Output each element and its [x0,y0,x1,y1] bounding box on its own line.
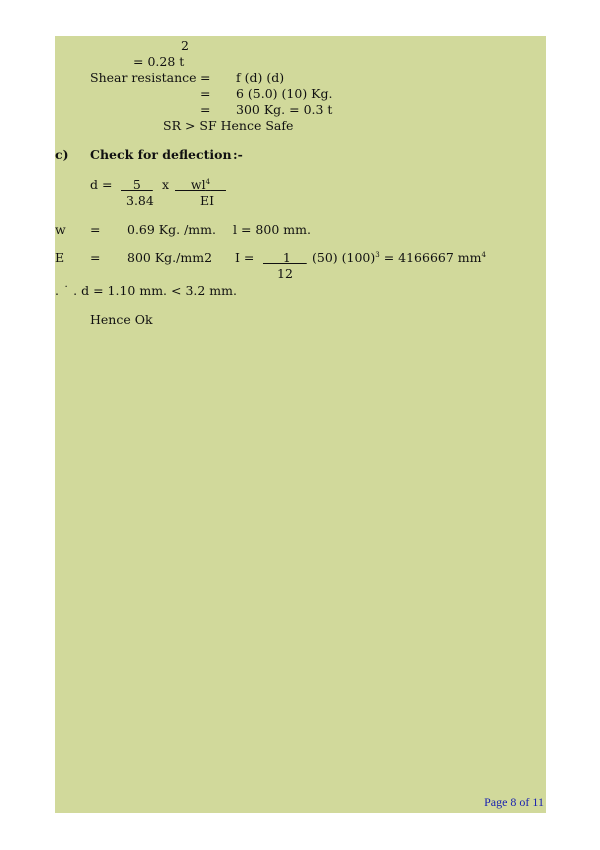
equals-sign: = [90,250,101,265]
inertia-numerator: 1 [263,250,307,265]
formula-times: x [162,177,170,192]
formula-lhs: d = [90,177,113,192]
formula-ei: EI [200,193,215,208]
heading-colon: :- [233,147,243,162]
equals-sign: = [200,102,211,117]
document-page [55,36,546,813]
inertia-expression: (50) $(100)^3 = 4166667$ $mm^4$ [312,250,486,265]
w-symbol: w [55,222,66,237]
e-value: 800 Kg./mm2 [127,250,213,265]
formula-numerator: 5 [121,177,153,192]
length-value: l = 800 mm. [233,222,311,237]
shear-resistance-label: Shear resistance [90,70,197,85]
equals-sign: = [90,222,101,237]
section-letter: c) [55,147,69,162]
equals-sign: = [200,86,211,101]
shear-substitution: 6 (5.0) (10) Kg. [236,86,333,101]
final-verdict: Hence Ok [90,312,153,327]
equals-sign: = [200,70,211,85]
section-heading: Check for deflection [90,147,232,162]
formula-denominator: 3.84 [126,193,154,208]
shear-formula: f (d) (d) [236,70,285,85]
safety-conclusion: SR > SF Hence Safe [163,118,294,133]
deflection-result: . ˙ . d = 1.10 mm. < 3.2 mm. [55,283,237,298]
page-number: Page 8 of 11 [484,795,544,809]
denominator-two: 2 [181,38,189,53]
w-value: 0.69 Kg. /mm. [127,222,216,237]
inertia-label: I = [235,250,255,265]
shear-force-result: = 0.28 t [133,54,185,69]
formula-wl: $wl^4$ [175,177,211,192]
shear-result: 300 Kg. = 0.3 t [236,102,333,117]
inertia-denominator: 12 [277,266,293,281]
e-symbol: E [55,250,65,265]
